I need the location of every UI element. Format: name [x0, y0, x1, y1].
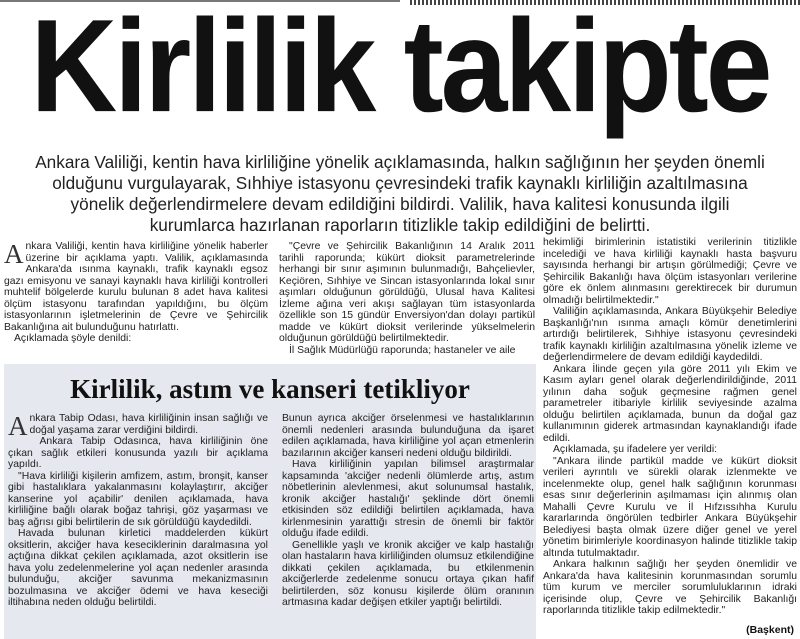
paragraph: Hava kirliliğinin yapılan bilimsel araştırmalar kapsamında 'akciğer nedenli ölümlerde artış, astım nöbetlerinin alevlenmesi, akut solunumsal hastalık, kronik akciğer hastalığı' şeklinde dört önemli etkisinden söz edildiği belirtilen açıklamada, hava kirlenmesinin yarattığı stresin de önemli bir faktör olduğu ifade edildi. — [282, 459, 534, 539]
paragraph: "Ankara ilinde partikül madde ve kükürt dioksit verileri ayrıntılı ve sürekli olarak izlenmekte ve incelenmekte olup, genel halk sağlığının korunması esas sınır değerlerinin aşılmaması için alınmış olan Mahalli Çevre Kurulu ve İl Hıfzıssıhha Kurulu kararlarında öngörülen tedbirler Ankara Büyükşehir Belediyesi başta olmak üzere diğer genel ve yerel yönetim birimleriyle koordinasyon halinde titizlikle takip altında tutulmaktadır. — [543, 455, 797, 559]
paragraph-text: nkara Tabip Odası, hava kirliliğinin insan sağlığı ve doğal yaşama zarar verdiğini bildirdi. — [29, 413, 268, 436]
drop-cap: A — [8, 411, 28, 441]
article-column-3 — [543, 237, 797, 629]
drop-cap: A — [4, 239, 24, 269]
paragraph: Ankara Tabip Odasınca, hava kirliliğinin öne çıkan sağlık etkileri konusunda yazılı bir açıklama yapıldı. — [8, 436, 268, 470]
paragraph: "Çevre ve Şehircilik Bakanlığının 14 Aralık 2011 tarihli raporunda; kükürt dioksit parametrelerinde herhangi bir sınır aşımının bulunmadığı, Bahçelievler, Keçiören, Sıhhiye ve Sincan istasyonlarında lokal sınır aşımları olduğunun görüldüğü, Ulusal hava Kalitesi İzleme ağına veri akışı sağlayan tüm istasyonlarda özellikle son 15 gündür Enversiyon'dan dolayı partikül madde ve kükürt dioksit verilerinde yükselmelerin olduğunun görüldüğü belirtilmektedir. — [279, 241, 535, 344]
paragraph: Havada bulunan kirletici maddelerden kükürt oksitlerin, akciğer hava keseciklerinin daralmasına yol açtığına dikkat çekilen açıklamada, azot oksitlerin ise hava yolu zedelenmelerine yol açan nedenler arasında bulunduğu, akciğer savunma mekanizmasının bozulmasına ve akciğer ödemi ve hava keseciği iltihabına neden olduğu belirtildi. — [8, 528, 268, 608]
source-credit: (Başkent) — [746, 624, 794, 636]
paragraph: "Hava kirliliği kişilerin amfizem, astım, bronşit, kanser gibi hastalıklara yakalanmasını kolaylaştırır, akciğer kanserine yol açabilir' denilen açıklamada, hava kirliliğine bağlı olarak boğaz tahrişi, göz yaşarması ve baş ağrısı gibi belirtilerin de sık görüldüğü kaydedildi. — [8, 470, 268, 528]
box-column-1 — [8, 413, 268, 635]
paragraph: Ankara halkının sağlığı her şeyden önemlidir ve Ankara'da hava kalitesinin korunmasından sorumlu tüm kurum ve merciler sorumluluklarının idraki içerisinde olup, Çevre ve Şehircilik Bakanlığı raporlarında titizlikle takip edilmektedir." — [543, 559, 797, 616]
paragraph: hekimliği birimlerinin istatistiki verilerinin titizlikle incelediği ve hava kirliliği kaynaklı hasta başvuru sayısında herhangi bir artışın görülmediği; Çevre ve Şehircilik Bakanlığı hava ölçüm istasyonları verilerine göre ek önlem alınmasını gerektirecek bir durumun olmadığı belirtilmektedir." — [543, 237, 797, 306]
headline: Kirlilik takipte — [30, 0, 770, 140]
paragraph-text: nkara Valiliği, kentin hava kirliliğine yönelik haberler üzerine bir açıklama yaptı. Valilik, açıklamasında Ankara'da ısınma kaynaklı, trafik kaynaklı egsoz gazı emisyonu ve sanayi kaynaklı hava kirliliği kontrolleri muhtelif bölgelerde kurulu bulunan 8 adet hava kalitesi ölçüm istasyonu tarafından yapıldığını, bu ölçüm istasyonlarının işletmelerinin de Çevre ve Şehircilik Bakanlığına ait bulunduğunu hatırlattı. — [4, 241, 268, 333]
article-column-2 — [279, 241, 535, 359]
box-column-2 — [282, 413, 534, 635]
paragraph — [8, 411, 268, 441]
article-column-1 — [4, 241, 268, 361]
paragraph: Ankara İlinde geçen yıla göre 2011 yılı Ekim ve Kasım ayları genel olarak değerlendirildiğinde, 2011 yılının daha soğuk geçmesine rağmen genel parametreler itibariyle kirlilik seviyesinde azalma olduğu belirtilen açıklamada, bunun da doğal gaz kullanımının giderek artmasından kaynaklandığı ifade edildi. — [543, 363, 797, 444]
paragraph: Genellikle yaşlı ve kronik akciğer ve kalp hastalığı olan hastaların hava kirliliğinden olumsuz etkilendiğine dikkati çekilen açıklamada, bu etkilenmenin akciğerlerde zedelenme sonucu ortaya çıkan hafif belirtilerden, söz konusu kişilerde ölüm oranının artmasına kadar değişen etkiler yaptığı belirtildi. — [282, 539, 534, 608]
paragraph: Açıklamada, şu ifadelere yer verildi: — [553, 444, 718, 455]
lead-paragraph: Ankara Valiliği, kentin hava kirliliğine yönelik açıklamasında, halkın sağlığının her şeyden önemli olduğunu vurgulayarak, Sıhhiye istasyonu çevresindeki trafik kaynaklı kirliliğin azaltılmasına yönelik değerlendirmelere devam edildiğini bildirdi. Valilik, hava kalitesi konusunda ilgili kurumlarca hazırlanan raporların titizlikle takip edildiğini de belirtti. — [35, 152, 765, 235]
paragraph: İl Sağlık Müdürlüğü raporunda; hastaneler ve aile — [289, 344, 516, 356]
paragraph — [4, 241, 268, 333]
paragraph: Valiliğin açıklamasında, Ankara Büyükşehir Belediye Başkanlığı'nın ısınma amaçlı kömür denetimlerini artırdığı belirtilerek, Sıhhiye istasyonu çevresindeki trafik kaynaklı kirliliğin azaltılmasına yönelik izleme ve değerlendirmelere de devam edildiği kaydedildi. — [543, 306, 797, 363]
paragraph: Bunun ayrıca akciğer örselenmesi ve hastalıklarının önemli nedenleri arasında bulunduğuna da işaret edilen açıklamada, hava kirliliğine yol açan etmenlerin bazılarının akciğer kanseri nedeni olduğu bildirildi. — [282, 413, 534, 459]
paragraph: Açıklamada şöyle denildi: — [14, 333, 132, 344]
box-headline: Kirlilik, astım ve kanseri tetikliyor — [70, 374, 470, 404]
